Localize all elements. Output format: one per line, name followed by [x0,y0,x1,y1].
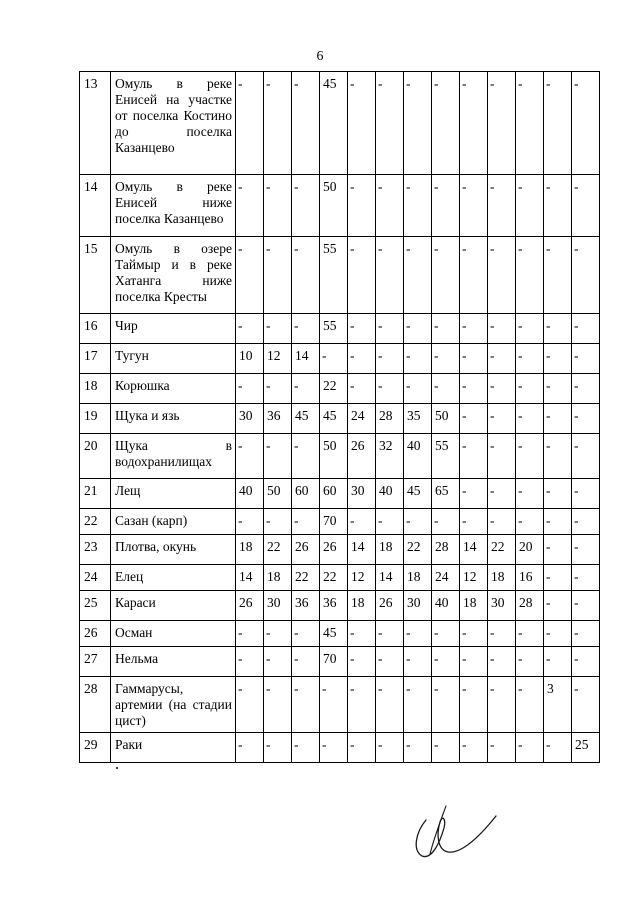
value-cell: 22 [404,535,432,565]
value-cell: - [432,314,460,344]
value-cell: - [236,72,264,175]
value-cell: - [404,733,432,763]
value-cell: - [488,647,516,677]
value-cell: - [432,733,460,763]
value-cell: - [348,509,376,535]
row-number: 17 [80,344,111,374]
value-cell: - [516,314,544,344]
signature-image [400,792,510,867]
value-cell: 14 [348,535,376,565]
value-cell: 26 [292,535,320,565]
value-cell: - [572,72,600,175]
value-cell: 18 [348,591,376,621]
value-cell: - [432,72,460,175]
value-cell: - [544,404,572,434]
value-cell: 50 [320,175,348,237]
value-cell: - [292,647,320,677]
value-cell: - [376,621,404,647]
value-cell: - [572,535,600,565]
table-row [80,591,600,621]
table-row [80,565,600,591]
value-cell: - [348,237,376,314]
table-row [80,344,600,374]
value-cell: - [544,591,572,621]
value-cell: - [488,314,516,344]
row-number: 24 [80,565,111,591]
value-cell: 10 [236,344,264,374]
table-row [80,647,600,677]
value-cell: - [292,733,320,763]
value-cell: - [460,434,488,479]
value-cell: 12 [460,565,488,591]
value-cell: - [348,72,376,175]
value-cell: 36 [292,591,320,621]
table-row [80,509,600,535]
value-cell: - [544,535,572,565]
value-cell: - [376,647,404,677]
value-cell: 40 [404,434,432,479]
table-row [80,72,600,175]
value-cell: 22 [264,535,292,565]
value-cell: - [544,314,572,344]
value-cell: - [488,621,516,647]
value-cell: - [516,434,544,479]
value-cell: - [544,479,572,509]
value-cell: - [460,314,488,344]
value-cell: - [460,237,488,314]
table-row [80,733,600,763]
value-cell: - [488,404,516,434]
species-name: Лещ [111,479,236,509]
value-cell: - [460,344,488,374]
value-cell: 14 [292,344,320,374]
row-number: 20 [80,434,111,479]
row-number: 15 [80,237,111,314]
value-cell: - [544,621,572,647]
value-cell: - [292,374,320,404]
value-cell: 26 [236,591,264,621]
value-cell: 65 [432,479,460,509]
table-row [80,237,600,314]
value-cell: - [264,175,292,237]
species-name: Чир [111,314,236,344]
value-cell: 20 [516,535,544,565]
value-cell: 30 [348,479,376,509]
value-cell: - [348,314,376,344]
value-cell: - [572,479,600,509]
value-cell: - [292,434,320,479]
value-cell: - [264,314,292,344]
value-cell: 22 [292,565,320,591]
value-cell: 40 [376,479,404,509]
row-number: 25 [80,591,111,621]
value-cell: 45 [292,404,320,434]
table-row [80,374,600,404]
regulation-table [79,71,600,763]
value-cell: - [544,344,572,374]
value-cell: - [348,677,376,733]
value-cell: 14 [236,565,264,591]
value-cell: - [460,647,488,677]
value-cell: 18 [488,565,516,591]
species-name: Омуль в реке Енисей ниже поселка Казанцево [111,175,236,237]
value-cell: 36 [264,404,292,434]
table-row [80,314,600,344]
species-name: Караси [111,591,236,621]
value-cell: - [264,434,292,479]
species-name: Омуль в озере Таймыр и в реке Хатанга ниже поселка Кресты [111,237,236,314]
value-cell: 55 [320,237,348,314]
value-cell: - [488,509,516,535]
species-name: Елец [111,565,236,591]
value-cell: - [404,237,432,314]
value-cell: - [404,647,432,677]
value-cell: - [544,175,572,237]
value-cell: - [488,374,516,404]
table-body [80,72,600,763]
row-number: 23 [80,535,111,565]
value-cell: - [544,72,572,175]
value-cell: 22 [320,374,348,404]
value-cell: 30 [488,591,516,621]
value-cell: 26 [348,434,376,479]
value-cell: - [516,404,544,434]
value-cell: 18 [404,565,432,591]
species-name: Нельма [111,647,236,677]
value-cell: - [292,237,320,314]
value-cell: - [516,677,544,733]
value-cell: 70 [320,509,348,535]
value-cell: - [292,72,320,175]
value-cell: - [376,175,404,237]
value-cell: - [488,72,516,175]
row-number: 14 [80,175,111,237]
value-cell: - [320,677,348,733]
value-cell: - [572,509,600,535]
value-cell: - [460,175,488,237]
value-cell: - [348,647,376,677]
species-name: Щука и язь [111,404,236,434]
value-cell: - [320,344,348,374]
value-cell: 28 [432,535,460,565]
value-cell: 12 [348,565,376,591]
value-cell: - [236,621,264,647]
value-cell: 22 [320,565,348,591]
value-cell: - [404,344,432,374]
value-cell: - [264,677,292,733]
value-cell: 25 [572,733,600,763]
value-cell: 36 [320,591,348,621]
species-name: Тугун [111,344,236,374]
value-cell: - [432,175,460,237]
value-cell: 28 [516,591,544,621]
value-cell: - [264,509,292,535]
value-cell: 60 [292,479,320,509]
value-cell: - [572,591,600,621]
value-cell: - [236,374,264,404]
value-cell: 50 [432,404,460,434]
value-cell: 40 [432,591,460,621]
value-cell: - [404,314,432,344]
value-cell: - [572,344,600,374]
value-cell: - [572,677,600,733]
value-cell: 30 [236,404,264,434]
value-cell: - [432,677,460,733]
value-cell: - [516,344,544,374]
row-number: 26 [80,621,111,647]
value-cell: - [572,374,600,404]
value-cell: - [292,509,320,535]
value-cell: - [348,374,376,404]
value-cell: - [348,344,376,374]
value-cell: - [488,237,516,314]
value-cell: - [376,374,404,404]
value-cell: - [572,404,600,434]
row-number: 18 [80,374,111,404]
value-cell: 50 [264,479,292,509]
value-cell: 55 [320,314,348,344]
value-cell: - [544,565,572,591]
value-cell: - [516,72,544,175]
row-number: 16 [80,314,111,344]
value-cell: - [292,677,320,733]
value-cell: - [432,509,460,535]
value-cell: - [572,565,600,591]
value-cell: 18 [264,565,292,591]
value-cell: - [348,621,376,647]
species-name: Плотва, окунь [111,535,236,565]
value-cell: 18 [460,591,488,621]
value-cell: - [236,314,264,344]
value-cell: - [432,374,460,404]
value-cell: - [488,344,516,374]
value-cell: - [264,647,292,677]
species-name: Сазан (карп) [111,509,236,535]
table-row [80,404,600,434]
value-cell: - [376,344,404,374]
value-cell: - [376,509,404,535]
species-name: Щука в водохранилищах [111,434,236,479]
value-cell: - [572,175,600,237]
value-cell: - [460,404,488,434]
value-cell: - [404,72,432,175]
value-cell: 30 [404,591,432,621]
value-cell: - [460,677,488,733]
stray-mark [116,767,118,769]
value-cell: - [264,237,292,314]
value-cell: 55 [432,434,460,479]
value-cell: 30 [264,591,292,621]
value-cell: - [236,647,264,677]
page-number: 6 [316,49,324,64]
value-cell: 24 [348,404,376,434]
value-cell: 26 [376,591,404,621]
value-cell: - [264,374,292,404]
row-number: 29 [80,733,111,763]
table-row [80,434,600,479]
value-cell: - [404,374,432,404]
value-cell: - [544,434,572,479]
value-cell: - [544,647,572,677]
species-name: Осман [111,621,236,647]
value-cell: - [376,237,404,314]
table-row [80,621,600,647]
value-cell: - [488,479,516,509]
value-cell: 70 [320,647,348,677]
row-number: 19 [80,404,111,434]
value-cell: - [460,621,488,647]
value-cell: - [516,175,544,237]
value-cell: 32 [376,434,404,479]
value-cell: - [236,677,264,733]
value-cell: 22 [488,535,516,565]
value-cell: - [292,621,320,647]
value-cell: 28 [376,404,404,434]
value-cell: - [404,509,432,535]
value-cell: - [432,621,460,647]
value-cell: 26 [320,535,348,565]
value-cell: 45 [320,621,348,647]
value-cell: - [516,237,544,314]
row-number: 21 [80,479,111,509]
value-cell: 14 [376,565,404,591]
value-cell: - [376,733,404,763]
value-cell: 45 [404,479,432,509]
value-cell: - [376,314,404,344]
row-number: 28 [80,677,111,733]
value-cell: - [544,237,572,314]
table-row [80,677,600,733]
value-cell: 18 [236,535,264,565]
value-cell: 12 [264,344,292,374]
value-cell: - [460,374,488,404]
value-cell: 24 [432,565,460,591]
value-cell: - [544,733,572,763]
value-cell: - [572,647,600,677]
value-cell: - [404,677,432,733]
species-name: Раки [111,733,236,763]
value-cell: - [488,434,516,479]
value-cell: - [236,237,264,314]
value-cell: 45 [320,72,348,175]
value-cell: - [516,509,544,535]
value-cell: 60 [320,479,348,509]
row-number: 27 [80,647,111,677]
species-name: Гаммарусы, артемии (на стадии цист) [111,677,236,733]
value-cell: - [404,621,432,647]
value-cell: - [460,733,488,763]
value-cell: - [236,434,264,479]
value-cell: - [432,647,460,677]
value-cell: - [460,479,488,509]
value-cell: 35 [404,404,432,434]
value-cell: 16 [516,565,544,591]
species-name: Омуль в реке Енисей на участке от поселка Костино до поселка Казанцево [111,72,236,175]
value-cell: - [236,509,264,535]
value-cell: - [516,479,544,509]
value-cell: - [376,677,404,733]
value-cell: - [516,733,544,763]
value-cell: - [488,175,516,237]
value-cell: - [572,621,600,647]
species-name: Корюшка [111,374,236,404]
value-cell: - [572,314,600,344]
value-cell: - [572,434,600,479]
value-cell: - [404,175,432,237]
value-cell: 45 [320,404,348,434]
value-cell: - [264,621,292,647]
value-cell: 14 [460,535,488,565]
value-cell: - [320,733,348,763]
value-cell: - [376,72,404,175]
value-cell: - [488,677,516,733]
value-cell: 50 [320,434,348,479]
value-cell: - [516,374,544,404]
value-cell: - [516,647,544,677]
value-cell: - [236,175,264,237]
value-cell: - [488,733,516,763]
value-cell: - [264,733,292,763]
value-cell: - [572,237,600,314]
value-cell: - [348,175,376,237]
table-row [80,175,600,237]
value-cell: - [432,344,460,374]
value-cell: - [292,314,320,344]
value-cell: - [544,509,572,535]
value-cell: 3 [544,677,572,733]
table-row [80,535,600,565]
value-cell: - [432,237,460,314]
value-cell: - [460,509,488,535]
value-cell: - [516,621,544,647]
value-cell: - [544,374,572,404]
row-number: 22 [80,509,111,535]
value-cell: - [460,72,488,175]
value-cell: 40 [236,479,264,509]
table-row [80,479,600,509]
value-cell: - [348,733,376,763]
value-cell: - [236,733,264,763]
value-cell: 18 [376,535,404,565]
row-number: 13 [80,72,111,175]
value-cell: - [292,175,320,237]
value-cell: - [264,72,292,175]
